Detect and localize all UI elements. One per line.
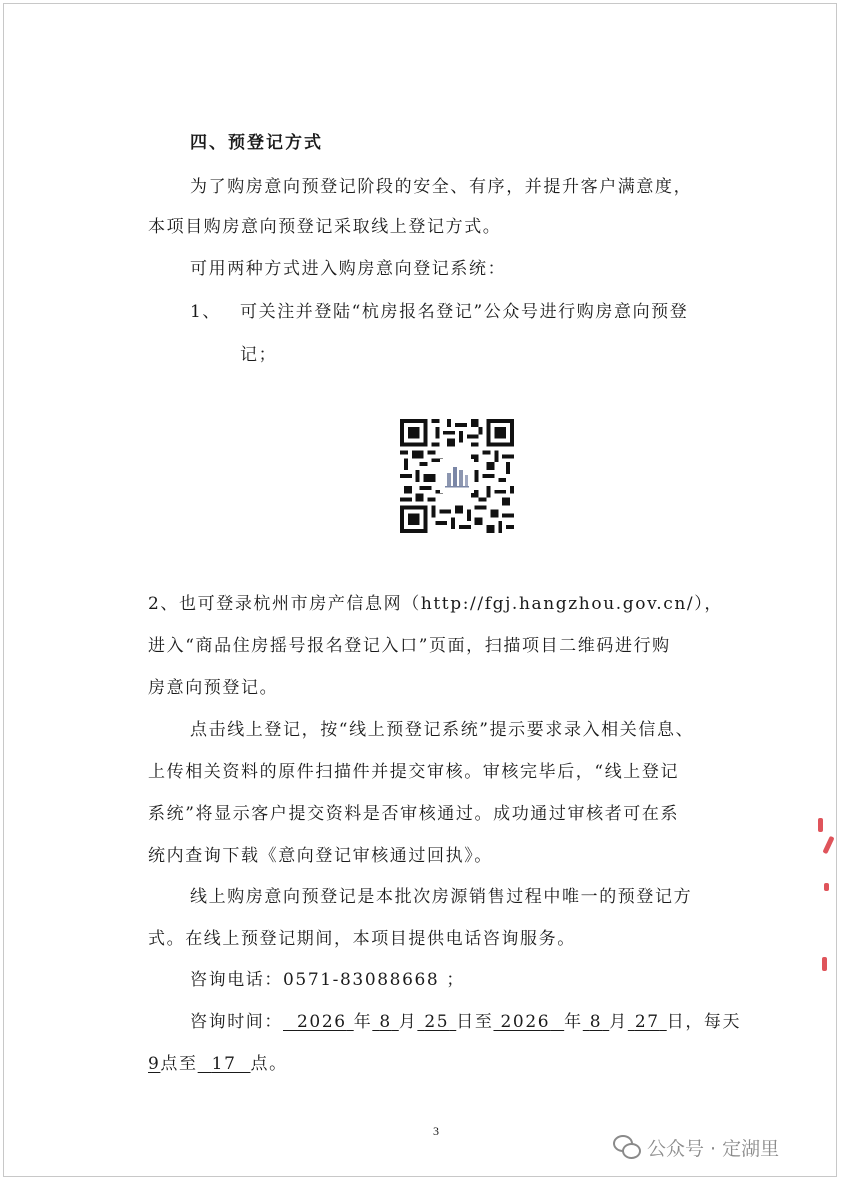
para4-line1: 线上购房意向预登记是本批次房源销售过程中唯一的预登记方	[190, 887, 693, 907]
to-char: 至	[474, 1012, 494, 1032]
consult-hours-line2	[148, 1053, 288, 1075]
wechat-icon	[613, 1135, 641, 1159]
start-year: 2026	[297, 1012, 347, 1032]
day-char-2: 日	[666, 1012, 686, 1032]
month-char: 月	[398, 1012, 418, 1032]
start-day: 25	[424, 1012, 450, 1032]
end-day: 27	[634, 1012, 660, 1032]
para3-line1: 点击线上登记，按“线上预登记系统”提示要求录入相关信息、	[190, 720, 695, 740]
month-char-2: 月	[609, 1012, 628, 1032]
item1-line2: 记；	[240, 345, 278, 365]
year-char: 年	[353, 1012, 373, 1032]
item2-line1: 2、也可登录杭州市房产信息网（http://fgj.hangzhou.gov.cn/），	[148, 594, 723, 614]
end-year: 2026	[500, 1012, 551, 1032]
seal-edge-mark	[824, 883, 829, 891]
para3-line2: 上传相关资料的原件扫描件并提交审核。审核完毕后，“线上登记	[148, 762, 680, 782]
seal-edge-mark	[818, 818, 823, 832]
end-text: 点。	[250, 1054, 288, 1074]
seal-edge-mark	[822, 957, 827, 971]
consult-hours-line1	[190, 1011, 741, 1033]
item2-line2: 进入“商品住房摇号报名登记入口”页面，扫描项目二维码进行购	[148, 636, 671, 656]
item1-line1: 可关注并登陆“杭房报名登记”公众号进行购房意向预登	[240, 302, 689, 322]
consult-phone: 咨询电话：0571-83088668 ；	[190, 970, 465, 990]
section-heading: 四、预登记方式	[190, 133, 323, 153]
para2: 可用两种方式进入购房意向登记系统：	[190, 259, 507, 279]
item1-number: 1、	[190, 302, 222, 322]
para3-line4: 统内查询下载《意向登记审核通过回执》。	[148, 846, 493, 866]
year-char-2: 年	[564, 1012, 583, 1032]
hours-label: 咨询时间：	[190, 1012, 283, 1032]
para4-line2: 式。在线上预登记期间，本项目提供电话咨询服务。	[148, 929, 576, 949]
para3-line3: 系统”将显示客户提交资料是否审核通过。成功通过审核者可在系	[148, 804, 680, 824]
daily-end: 17	[211, 1054, 237, 1074]
to-char-2: 至	[179, 1054, 198, 1074]
hour-char: 点	[160, 1054, 180, 1074]
day-char: 日	[456, 1012, 475, 1032]
page-number: 3	[433, 1124, 439, 1138]
watermark-text: 公众号 · 定湖里	[647, 1137, 780, 1160]
watermark	[613, 1133, 779, 1161]
every-day: ，每天	[685, 1012, 742, 1032]
start-month: 8	[379, 1012, 392, 1032]
para1-line1: 为了购房意向预登记阶段的安全、有序，并提升客户满意度，	[190, 177, 693, 197]
item2-line3: 房意向预登记。	[148, 678, 279, 698]
qr-center-logo	[440, 459, 474, 493]
end-month: 8	[589, 1012, 603, 1032]
daily-start: 9	[148, 1054, 161, 1074]
para1-line2: 本项目购房意向预登记采取线上登记方式。	[148, 217, 502, 237]
